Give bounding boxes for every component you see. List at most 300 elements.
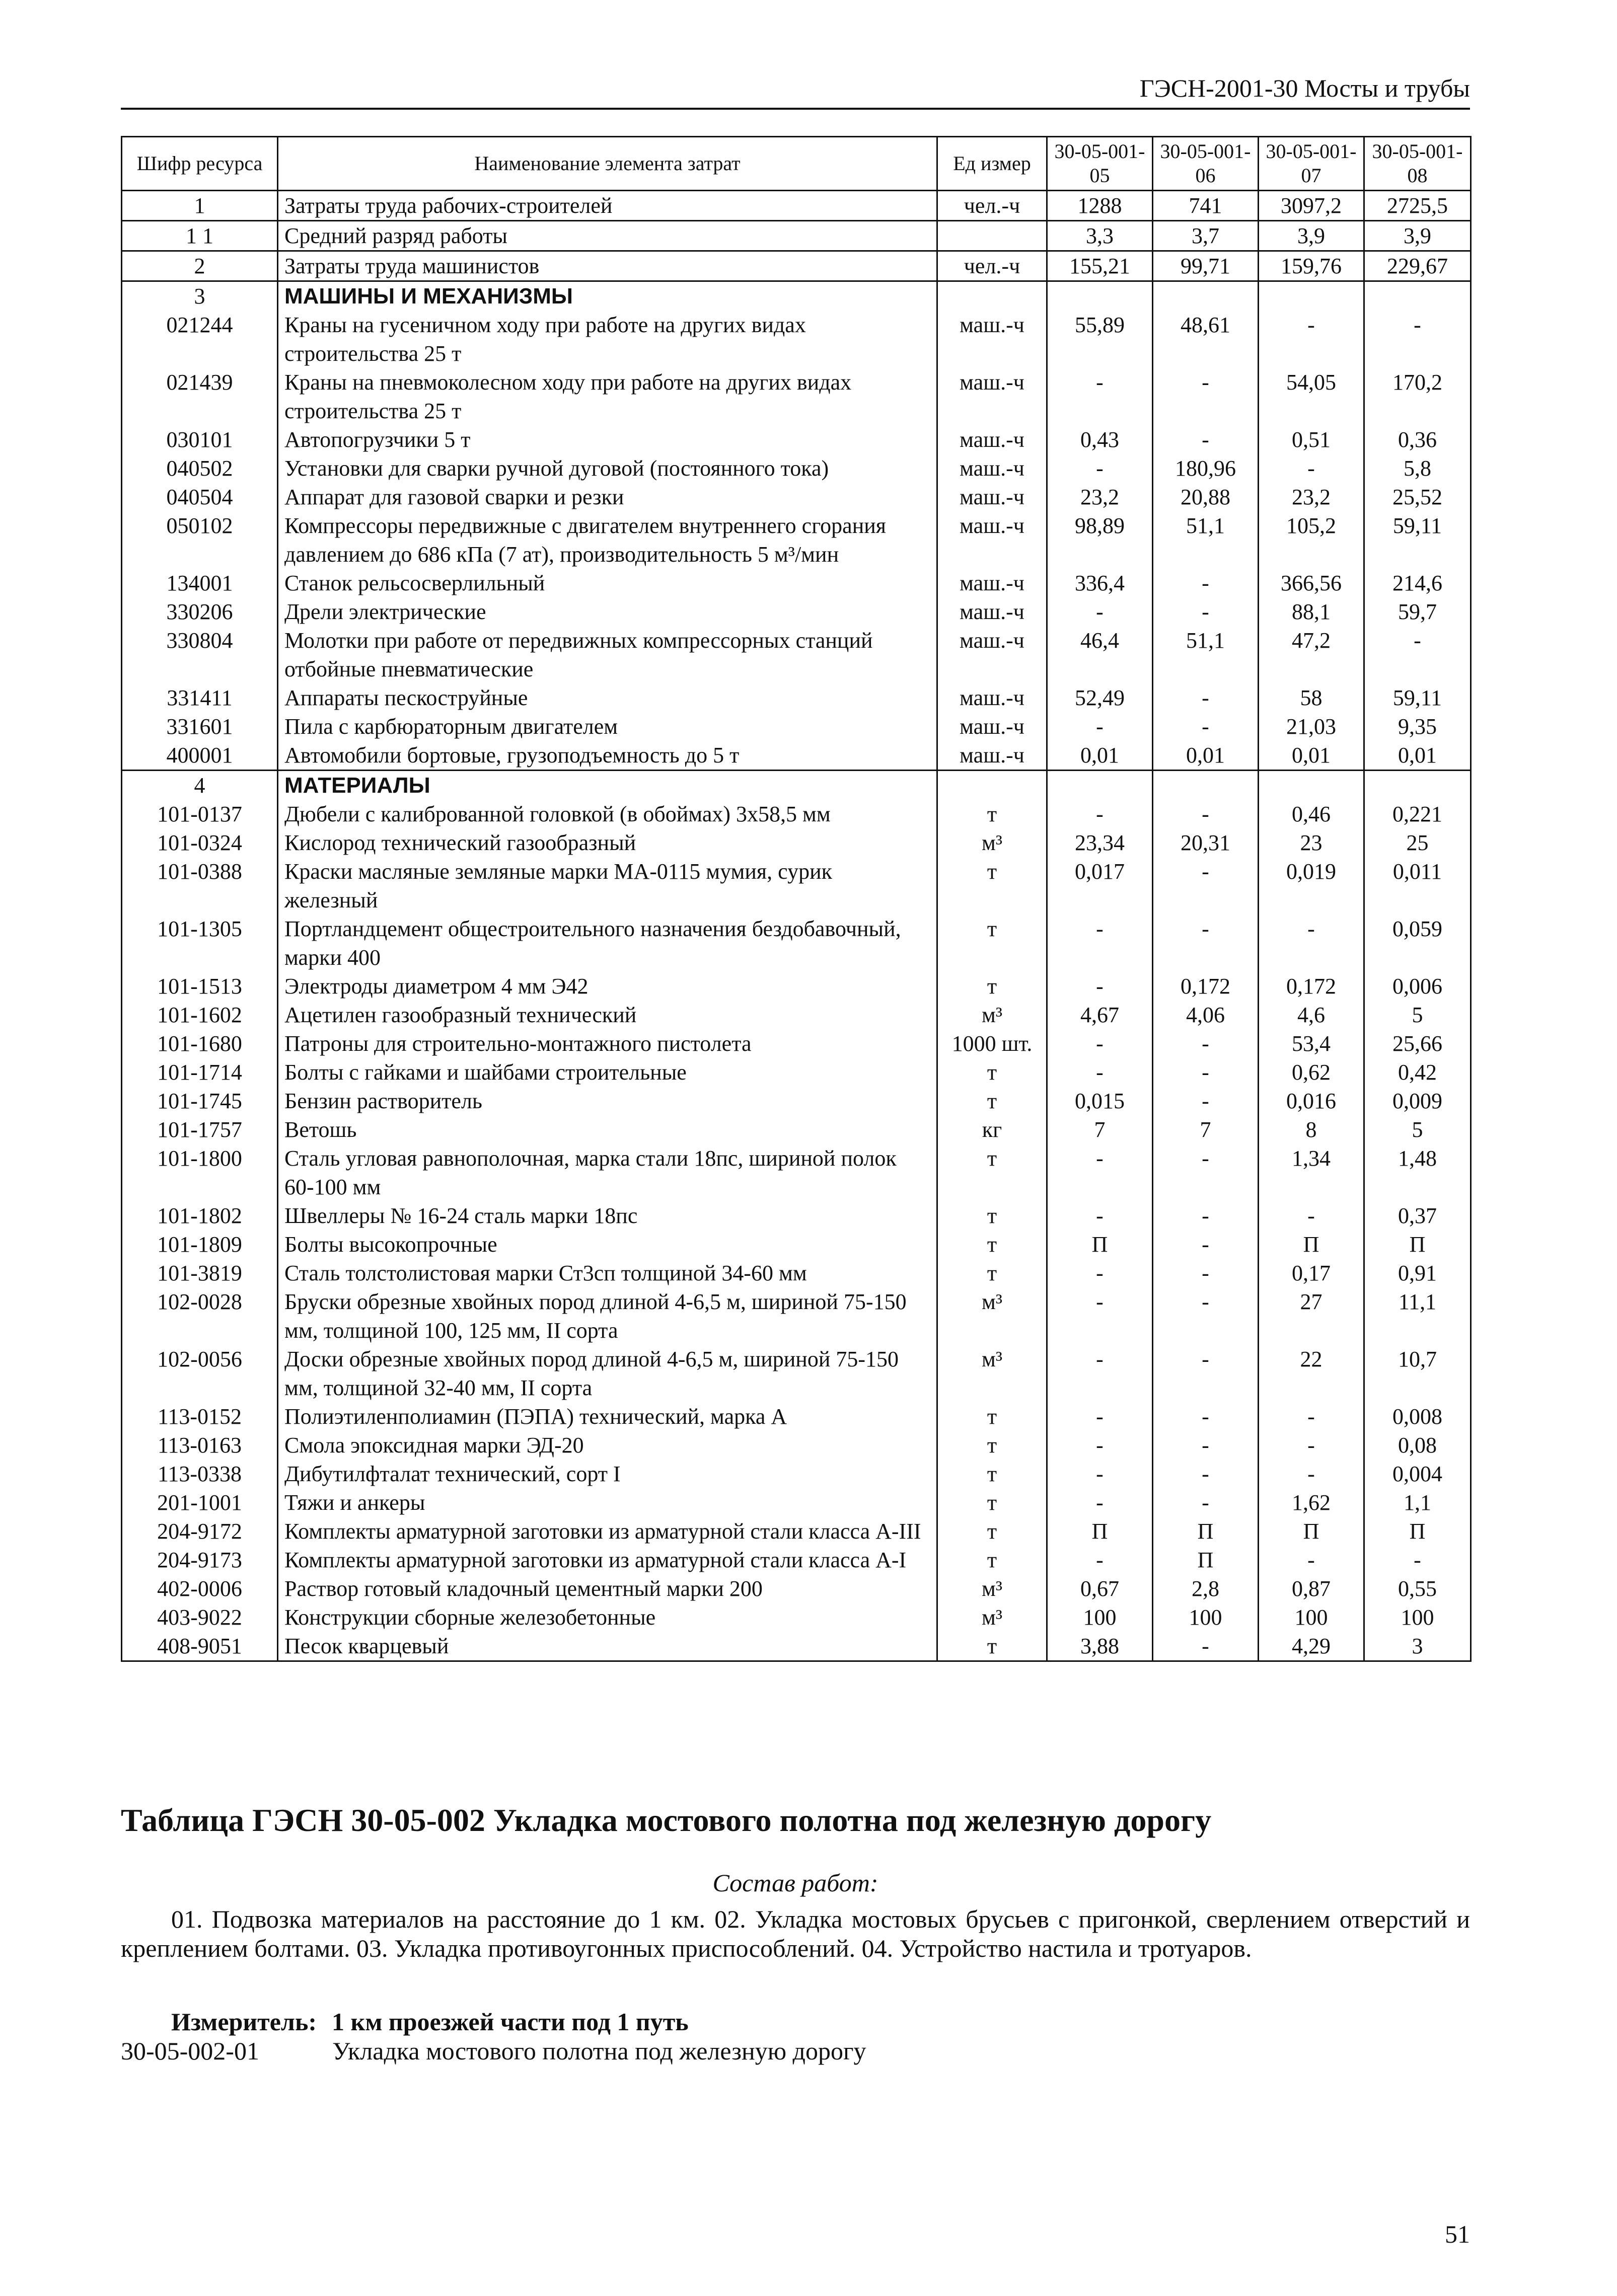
table-row — [122, 1574, 1471, 1603]
composition-caption: Состав работ: — [712, 1869, 878, 1897]
row-value-07: 0,62 — [1259, 1058, 1364, 1087]
row-value-05: - — [1047, 914, 1153, 972]
row-value-08: 0,36 — [1364, 425, 1471, 454]
table-row — [122, 1259, 1471, 1287]
row-value-08: 0,006 — [1364, 972, 1471, 1001]
row-unit: т — [937, 914, 1047, 972]
header-norm-05: 30-05-001-05 — [1047, 137, 1153, 191]
row-name: Дрели электрические — [278, 597, 937, 626]
row-name: Электроды диаметром 4 мм Э42 — [278, 972, 937, 1001]
row-name: Пила с карбюраторным двигателем — [278, 712, 937, 741]
row-name: Песок кварцевый — [278, 1632, 937, 1661]
row-value-06: - — [1153, 800, 1259, 828]
table-row — [122, 1115, 1471, 1144]
row-unit: т — [937, 800, 1047, 828]
row-code: 113-0338 — [122, 1460, 278, 1488]
row-code: 102-0056 — [122, 1345, 278, 1402]
row-value-07: 22 — [1259, 1345, 1364, 1402]
row-name: Бруски обрезные хвойных пород длиной 4-6,5 м, шириной 75-150 мм, толщиной 100, 125 мм, II сорта — [278, 1287, 937, 1345]
section-title: Таблица ГЭСН 30-05-002 Укладка мостового полотна под железную дорогу — [121, 1802, 1212, 1838]
row-unit: 1000 шт. — [937, 1029, 1047, 1058]
row-value-05: 3,88 — [1047, 1632, 1153, 1661]
row-unit: маш.-ч — [937, 597, 1047, 626]
row-value-06: 180,96 — [1153, 454, 1259, 483]
row-code: 101-0137 — [122, 800, 278, 828]
row-value-07: 0,016 — [1259, 1087, 1364, 1115]
row-value-07: 159,76 — [1259, 251, 1364, 281]
row-value-06: 3,7 — [1153, 221, 1259, 251]
row-value-08: 1,1 — [1364, 1488, 1471, 1517]
table-row — [122, 1058, 1471, 1087]
row-value-05: 3,3 — [1047, 221, 1153, 251]
row-code: 402-0006 — [122, 1574, 278, 1603]
row-value-07: 0,17 — [1259, 1259, 1364, 1287]
row-value-08: 100 — [1364, 1603, 1471, 1632]
row-name: Автопогрузчики 5 т — [278, 425, 937, 454]
row-value-08: 0,009 — [1364, 1087, 1471, 1115]
row-unit: маш.-ч — [937, 683, 1047, 712]
row-name: Компрессоры передвижные с двигателем внутреннего сгорания давлением до 686 кПа (7 ат), производительность 5 м³/мин — [278, 511, 937, 569]
row-value-06: - — [1153, 857, 1259, 914]
row-unit: т — [937, 972, 1047, 1001]
header-norm-06: 30-05-001-06 — [1153, 137, 1259, 191]
row-value-07: 27 — [1259, 1287, 1364, 1345]
row-value-05: 23,2 — [1047, 483, 1153, 511]
table-row — [122, 1230, 1471, 1259]
row-value-05: - — [1047, 712, 1153, 741]
table-row — [122, 1345, 1471, 1402]
row-code: 101-1513 — [122, 972, 278, 1001]
table-row — [122, 1087, 1471, 1115]
row-value-05: - — [1047, 1259, 1153, 1287]
row-name: Комплекты арматурной заготовки из арматурной стали класса А-III — [278, 1517, 937, 1546]
row-value-05: П — [1047, 1517, 1153, 1546]
row-value-07: - — [1259, 1402, 1364, 1431]
row-value-06: - — [1153, 1058, 1259, 1087]
row-value-06: - — [1153, 368, 1259, 425]
section-row — [122, 771, 1471, 800]
row-value-05: - — [1047, 972, 1153, 1001]
row-value-06: 0,01 — [1153, 741, 1259, 771]
row-code: 102-0028 — [122, 1287, 278, 1345]
row-unit: маш.-ч — [937, 483, 1047, 511]
row-value-05: 0,017 — [1047, 857, 1153, 914]
row-value-06: - — [1153, 1402, 1259, 1431]
row-unit — [937, 281, 1047, 311]
row-value-06: 741 — [1153, 191, 1259, 221]
row-unit: т — [937, 1259, 1047, 1287]
table-row — [122, 828, 1471, 857]
row-unit: чел.-ч — [937, 191, 1047, 221]
row-value-06: 51,1 — [1153, 511, 1259, 569]
row-name: Краны на гусеничном ходу при работе на других видах строительства 25 т — [278, 311, 937, 368]
row-value-06: - — [1153, 683, 1259, 712]
row-unit: м³ — [937, 1345, 1047, 1402]
row-value-07: 0,019 — [1259, 857, 1364, 914]
row-unit: чел.-ч — [937, 251, 1047, 281]
row-value-05: 0,015 — [1047, 1087, 1153, 1115]
row-value-08: 0,004 — [1364, 1460, 1471, 1488]
table-row — [122, 972, 1471, 1001]
row-value-05 — [1047, 281, 1153, 311]
row-value-07: 0,87 — [1259, 1574, 1364, 1603]
row-name: Смола эпоксидная марки ЭД-20 — [278, 1431, 937, 1460]
row-value-05: - — [1047, 800, 1153, 828]
row-value-06 — [1153, 771, 1259, 800]
row-value-06: - — [1153, 1460, 1259, 1488]
row-code: 331601 — [122, 712, 278, 741]
row-name: Затраты труда рабочих-строителей — [278, 191, 937, 221]
row-name: Бензин растворитель — [278, 1087, 937, 1115]
table-row — [122, 1201, 1471, 1230]
row-value-08: 0,55 — [1364, 1574, 1471, 1603]
table-row — [122, 1431, 1471, 1460]
row-code: 400001 — [122, 741, 278, 771]
row-value-06: - — [1153, 1431, 1259, 1460]
row-value-08: 0,91 — [1364, 1259, 1471, 1287]
table-row — [122, 857, 1471, 914]
row-unit: маш.-ч — [937, 712, 1047, 741]
row-value-08: 59,11 — [1364, 511, 1471, 569]
row-name: Конструкции сборные железобетонные — [278, 1603, 937, 1632]
row-value-08: 214,6 — [1364, 569, 1471, 597]
row-unit: т — [937, 857, 1047, 914]
row-value-05: 100 — [1047, 1603, 1153, 1632]
row-value-08: 0,08 — [1364, 1431, 1471, 1460]
running-header: ГЭСН-2001-30 Мосты и трубы — [121, 73, 1470, 110]
row-value-06: - — [1153, 1488, 1259, 1517]
row-value-08: 25,52 — [1364, 483, 1471, 511]
header-unit: Ед измер — [937, 137, 1047, 191]
row-name: Ветошь — [278, 1115, 937, 1144]
row-unit: маш.-ч — [937, 741, 1047, 771]
row-name: Ацетилен газообразный технический — [278, 1001, 937, 1029]
row-unit: м³ — [937, 828, 1047, 857]
row-value-08: 25,66 — [1364, 1029, 1471, 1058]
row-value-05: - — [1047, 597, 1153, 626]
row-unit: т — [937, 1517, 1047, 1546]
row-value-05: - — [1047, 368, 1153, 425]
row-value-07: 53,4 — [1259, 1029, 1364, 1058]
row-unit: маш.-ч — [937, 311, 1047, 368]
row-value-08: 0,008 — [1364, 1402, 1471, 1431]
row-value-08: 59,7 — [1364, 597, 1471, 626]
row-code: 101-1745 — [122, 1087, 278, 1115]
row-value-06: - — [1153, 1287, 1259, 1345]
row-value-06: 100 — [1153, 1603, 1259, 1632]
row-value-05: - — [1047, 1431, 1153, 1460]
row-unit: маш.-ч — [937, 569, 1047, 597]
row-value-08: 1,48 — [1364, 1144, 1471, 1201]
row-value-08: 229,67 — [1364, 251, 1471, 281]
row-value-07: 0,172 — [1259, 972, 1364, 1001]
row-value-05: 55,89 — [1047, 311, 1153, 368]
row-value-08: - — [1364, 1546, 1471, 1574]
row-value-06: - — [1153, 425, 1259, 454]
row-code: 040502 — [122, 454, 278, 483]
table-row — [122, 1517, 1471, 1546]
row-code: 4 — [122, 771, 278, 800]
row-value-05: - — [1047, 1287, 1153, 1345]
row-code: 204-9173 — [122, 1546, 278, 1574]
row-code: 403-9022 — [122, 1603, 278, 1632]
row-value-07: 0,46 — [1259, 800, 1364, 828]
row-code: 101-1680 — [122, 1029, 278, 1058]
row-value-06: - — [1153, 569, 1259, 597]
row-name: Дюбели с калиброванной головкой (в обоймах) 3х58,5 мм — [278, 800, 937, 828]
row-value-07: 23 — [1259, 828, 1364, 857]
row-value-08: 3,9 — [1364, 221, 1471, 251]
row-value-08: 9,35 — [1364, 712, 1471, 741]
row-code: 113-0152 — [122, 1402, 278, 1431]
row-unit: т — [937, 1144, 1047, 1201]
row-unit: т — [937, 1402, 1047, 1431]
table-row — [122, 1402, 1471, 1431]
row-code: 101-1757 — [122, 1115, 278, 1144]
table-row — [122, 483, 1471, 511]
row-name: Краски масляные земляные марки МА-0115 мумия, сурик железный — [278, 857, 937, 914]
table-row — [122, 311, 1471, 368]
row-code: 204-9172 — [122, 1517, 278, 1546]
row-value-05: 4,67 — [1047, 1001, 1153, 1029]
row-value-06: - — [1153, 914, 1259, 972]
row-value-07: 8 — [1259, 1115, 1364, 1144]
table-row — [122, 1001, 1471, 1029]
table-row — [122, 1546, 1471, 1574]
row-code: 1 — [122, 191, 278, 221]
row-name: Сталь толстолистовая марки Ст3сп толщиной 34-60 мм — [278, 1259, 937, 1287]
table-row — [122, 425, 1471, 454]
table-row — [122, 914, 1471, 972]
row-code: 101-1602 — [122, 1001, 278, 1029]
row-value-05: 7 — [1047, 1115, 1153, 1144]
composition-text: 01. Подвозка материалов на расстояние до 1 км. 02. Укладка мостовых брусьев с пригонкой, сверлением отверстий и креплением болтами. 03. Укладка противоугонных приспособлений. 04. Устройство настила и тротуаров. — [121, 1905, 1470, 1962]
row-value-08: 0,011 — [1364, 857, 1471, 914]
row-value-08: 3 — [1364, 1632, 1471, 1661]
norm-line — [121, 2036, 866, 2065]
row-value-06: - — [1153, 1259, 1259, 1287]
header-resource-code: Шифр ресурса — [122, 137, 278, 191]
row-value-07: - — [1259, 311, 1364, 368]
row-value-06: - — [1153, 1029, 1259, 1058]
row-value-05: 1288 — [1047, 191, 1153, 221]
row-unit: м³ — [937, 1287, 1047, 1345]
row-name: Доски обрезные хвойных пород длиной 4-6,5 м, шириной 75-150 мм, толщиной 32-40 мм, II сорта — [278, 1345, 937, 1402]
table-row — [122, 683, 1471, 712]
header-element-name: Наименование элемента затрат — [278, 137, 937, 191]
row-value-06: 2,8 — [1153, 1574, 1259, 1603]
row-value-06: 7 — [1153, 1115, 1259, 1144]
row-value-07: - — [1259, 1431, 1364, 1460]
row-value-08: 11,1 — [1364, 1287, 1471, 1345]
row-value-08: П — [1364, 1517, 1471, 1546]
row-value-08 — [1364, 281, 1471, 311]
row-code: 408-9051 — [122, 1632, 278, 1661]
table-row — [122, 511, 1471, 569]
table-row — [122, 368, 1471, 425]
table-row — [122, 569, 1471, 597]
row-value-05: - — [1047, 1345, 1153, 1402]
meter-label: Измеритель: — [171, 2008, 317, 2036]
row-value-06: - — [1153, 597, 1259, 626]
row-unit: т — [937, 1431, 1047, 1460]
row-code: 101-1802 — [122, 1201, 278, 1230]
row-value-06: - — [1153, 1230, 1259, 1259]
row-name: Затраты труда машинистов — [278, 251, 937, 281]
row-value-06: П — [1153, 1546, 1259, 1574]
row-value-05: - — [1047, 1488, 1153, 1517]
row-value-07: 58 — [1259, 683, 1364, 712]
table-row — [122, 1460, 1471, 1488]
row-unit: кг — [937, 1115, 1047, 1144]
row-value-05: - — [1047, 1402, 1153, 1431]
norm-code: 30-05-002-01 — [121, 2037, 259, 2065]
row-name: Швеллеры № 16-24 сталь марки 18пс — [278, 1201, 937, 1230]
row-value-06: - — [1153, 712, 1259, 741]
row-name: Автомобили бортовые, грузоподъемность до 5 т — [278, 741, 937, 771]
row-value-05: 23,34 — [1047, 828, 1153, 857]
row-value-05: 98,89 — [1047, 511, 1153, 569]
row-value-07: 0,01 — [1259, 741, 1364, 771]
row-value-07: - — [1259, 454, 1364, 483]
row-value-07: П — [1259, 1230, 1364, 1259]
row-name: Средний разряд работы — [278, 221, 937, 251]
row-value-08: 0,01 — [1364, 741, 1471, 771]
row-code: 040504 — [122, 483, 278, 511]
row-value-08: 5 — [1364, 1001, 1471, 1029]
row-code: 2 — [122, 251, 278, 281]
row-value-05: - — [1047, 1546, 1153, 1574]
row-value-06: 20,88 — [1153, 483, 1259, 511]
row-unit — [937, 221, 1047, 251]
table-row — [122, 1144, 1471, 1201]
row-name: Патроны для строительно-монтажного пистолета — [278, 1029, 937, 1058]
row-value-07: 1,62 — [1259, 1488, 1364, 1517]
row-value-05: 0,01 — [1047, 741, 1153, 771]
row-name: Аппараты пескоструйные — [278, 683, 937, 712]
page-number: 51 — [1445, 2220, 1470, 2248]
row-code: 331411 — [122, 683, 278, 712]
row-value-07: 4,29 — [1259, 1632, 1364, 1661]
row-value-05: - — [1047, 1029, 1153, 1058]
row-value-05: - — [1047, 1144, 1153, 1201]
row-value-05: 0,67 — [1047, 1574, 1153, 1603]
table-row — [122, 712, 1471, 741]
row-value-08: 0,42 — [1364, 1058, 1471, 1087]
row-unit: т — [937, 1460, 1047, 1488]
row-unit: т — [937, 1230, 1047, 1259]
row-unit: маш.-ч — [937, 425, 1047, 454]
row-code: 113-0163 — [122, 1431, 278, 1460]
row-code: 021244 — [122, 311, 278, 368]
table-row — [122, 1632, 1471, 1661]
row-value-05: - — [1047, 1201, 1153, 1230]
row-value-07: 3097,2 — [1259, 191, 1364, 221]
row-value-08: П — [1364, 1230, 1471, 1259]
row-name: Полиэтиленполиамин (ПЭПА) технический, марка А — [278, 1402, 937, 1431]
table-row — [122, 626, 1471, 683]
row-value-08: 170,2 — [1364, 368, 1471, 425]
row-value-07: - — [1259, 914, 1364, 972]
row-value-07: 23,2 — [1259, 483, 1364, 511]
row-value-06: - — [1153, 1345, 1259, 1402]
row-value-07: 47,2 — [1259, 626, 1364, 683]
row-value-07 — [1259, 281, 1364, 311]
table-row — [122, 1488, 1471, 1517]
row-unit: т — [937, 1546, 1047, 1574]
row-name: Дибутилфталат технический, сорт I — [278, 1460, 937, 1488]
row-unit: маш.-ч — [937, 454, 1047, 483]
row-code: 101-3819 — [122, 1259, 278, 1287]
row-code: 1 1 — [122, 221, 278, 251]
row-name: Аппарат для газовой сварки и резки — [278, 483, 937, 511]
row-value-05: 0,43 — [1047, 425, 1153, 454]
row-value-06: - — [1153, 1087, 1259, 1115]
table-row — [122, 1603, 1471, 1632]
row-value-06: 51,1 — [1153, 626, 1259, 683]
row-value-08: - — [1364, 311, 1471, 368]
row-name: Кислород технический газообразный — [278, 828, 937, 857]
row-unit: м³ — [937, 1603, 1047, 1632]
row-value-07: - — [1259, 1546, 1364, 1574]
row-value-06: 48,61 — [1153, 311, 1259, 368]
row-code: 101-1305 — [122, 914, 278, 972]
row-value-07: П — [1259, 1517, 1364, 1546]
row-unit: м³ — [937, 1001, 1047, 1029]
row-unit: маш.-ч — [937, 511, 1047, 569]
row-value-07: 100 — [1259, 1603, 1364, 1632]
table-row — [122, 1029, 1471, 1058]
row-value-08: 5 — [1364, 1115, 1471, 1144]
row-value-06: 99,71 — [1153, 251, 1259, 281]
row-value-07: 4,6 — [1259, 1001, 1364, 1029]
row-value-07: 1,34 — [1259, 1144, 1364, 1201]
row-value-07: 0,51 — [1259, 425, 1364, 454]
row-value-07: - — [1259, 1460, 1364, 1488]
row-code: 3 — [122, 281, 278, 311]
table-row — [122, 800, 1471, 828]
row-unit: маш.-ч — [937, 368, 1047, 425]
row-code: 030101 — [122, 425, 278, 454]
row-value-05: 46,4 — [1047, 626, 1153, 683]
row-code: 050102 — [122, 511, 278, 569]
row-value-06 — [1153, 281, 1259, 311]
meter-line — [171, 2007, 689, 2036]
row-name: МАШИНЫ И МЕХАНИЗМЫ — [278, 281, 937, 311]
row-unit: т — [937, 1058, 1047, 1087]
row-code: 021439 — [122, 368, 278, 425]
row-code: 101-1809 — [122, 1230, 278, 1259]
table-row — [122, 191, 1471, 221]
row-code: 101-0324 — [122, 828, 278, 857]
row-value-05: - — [1047, 1460, 1153, 1488]
table-row — [122, 1287, 1471, 1345]
row-code: 101-0388 — [122, 857, 278, 914]
row-unit: т — [937, 1201, 1047, 1230]
row-unit: т — [937, 1488, 1047, 1517]
row-value-06: - — [1153, 1201, 1259, 1230]
row-name: Портландцемент общестроительного назначения бездобавочный, марки 400 — [278, 914, 937, 972]
row-value-05: 336,4 — [1047, 569, 1153, 597]
table-header-row — [122, 137, 1471, 191]
row-code: 330804 — [122, 626, 278, 683]
row-value-06: 0,172 — [1153, 972, 1259, 1001]
row-unit: маш.-ч — [937, 626, 1047, 683]
row-code: 330206 — [122, 597, 278, 626]
row-value-06: - — [1153, 1144, 1259, 1201]
row-name: Болты высокопрочные — [278, 1230, 937, 1259]
row-name: Раствор готовый кладочный цементный марки 200 — [278, 1574, 937, 1603]
